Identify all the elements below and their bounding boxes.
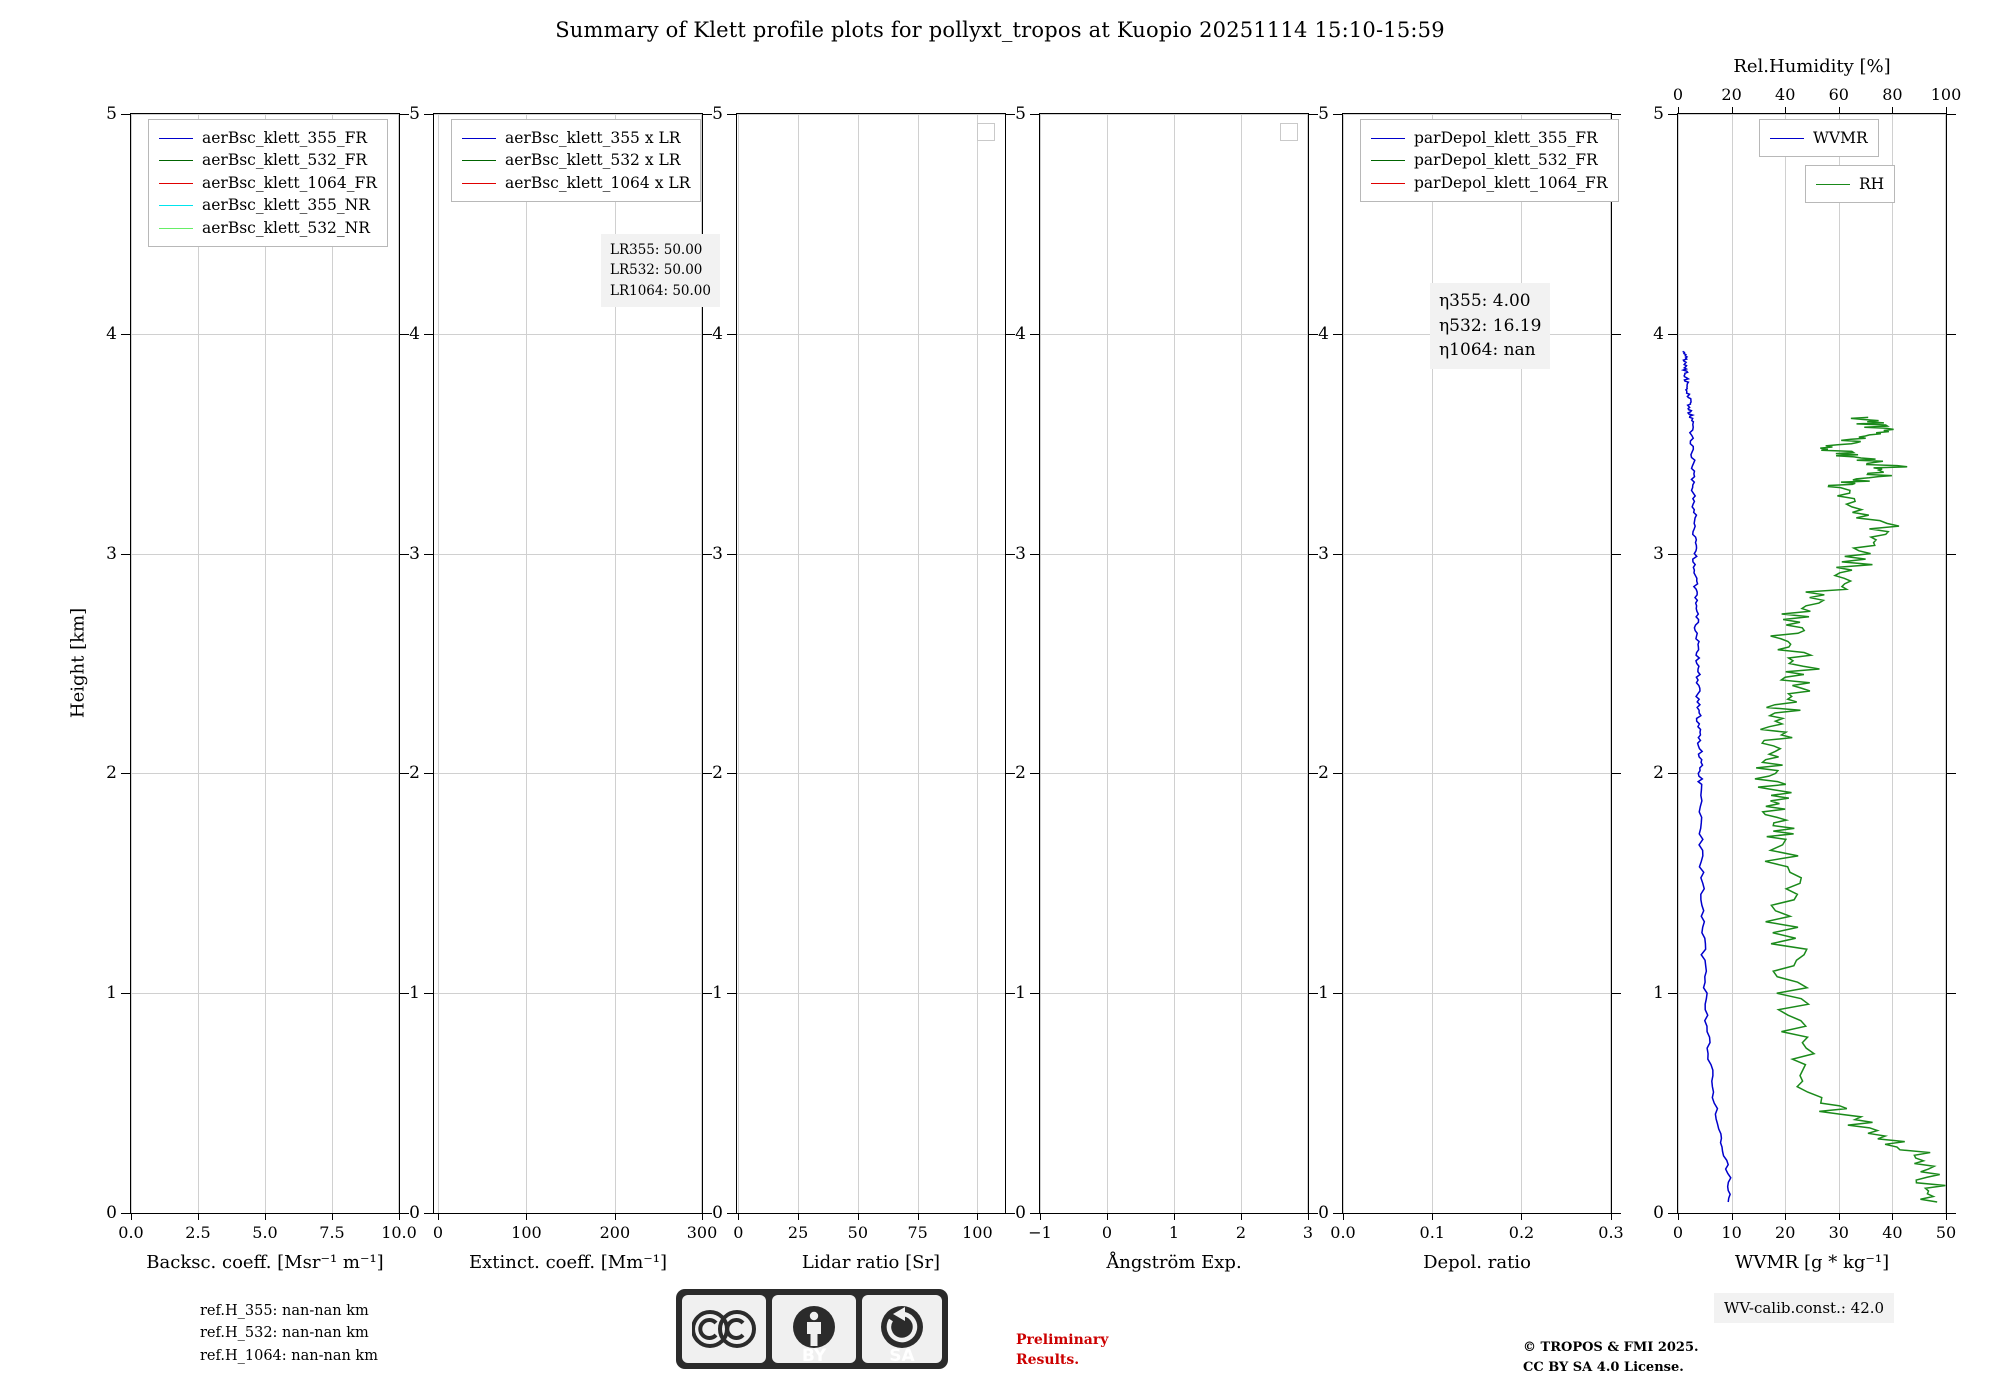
y-tick-3: 3 [106, 544, 117, 564]
legend-item [462, 127, 690, 149]
legend-item [1371, 172, 1608, 194]
top-x-tick-3: 60 [1829, 85, 1849, 104]
x-tick-3: 300 [687, 1223, 718, 1242]
top-x-tick-4: 80 [1882, 85, 1902, 104]
legend-swatch [462, 183, 496, 184]
x-tick-3: 2 [1236, 1223, 1246, 1242]
legend-label: aerBsc_klett_1064 x LR [505, 172, 690, 194]
legend-depol-ratio [1360, 119, 1619, 202]
y-tick-0: 0 [409, 1203, 420, 1223]
legend-label: parDepol_klett_355_FR [1414, 127, 1598, 149]
y-tick-1: 1 [1318, 983, 1329, 1003]
plot-area-lidar-ratio [736, 113, 1006, 1214]
y-tick-1: 1 [409, 983, 420, 1003]
y-tick-1: 1 [712, 983, 723, 1003]
panel-angstrom [1039, 113, 1309, 1214]
plot-area-backscatter [130, 113, 400, 1214]
x-tick-1: 2.5 [185, 1223, 210, 1242]
y-tick-4: 4 [106, 324, 117, 344]
empty-legend-box [1280, 123, 1298, 141]
lidar-ratio-info [601, 234, 720, 307]
legend-item [462, 149, 690, 171]
legend-label: WVMR [1813, 127, 1868, 149]
y-tick-3: 3 [1015, 544, 1026, 564]
top-x-tick-2: 40 [1775, 85, 1795, 104]
legend-swatch [1770, 138, 1804, 139]
x-tick-4: 10.0 [381, 1223, 417, 1242]
x-tick-1: 10 [1721, 1223, 1741, 1242]
legend-label: parDepol_klett_532_FR [1414, 149, 1598, 171]
y-tick-5: 5 [1015, 104, 1026, 124]
info-line: LR355: 50.00 [610, 240, 711, 260]
legend-label: aerBsc_klett_355_NR [202, 194, 370, 216]
x-tick-2: 0.2 [1509, 1223, 1534, 1242]
wvmr-rh-curves [1678, 114, 1946, 1213]
panel-wvmr-rh [1677, 113, 1947, 1214]
y-tick-0: 0 [1653, 1203, 1664, 1223]
legend-swatch [159, 183, 193, 184]
y-tick-5: 5 [1318, 104, 1329, 124]
x-tick-3: 30 [1829, 1223, 1849, 1242]
y-tick-5: 5 [106, 104, 117, 124]
legend-label: aerBsc_klett_532_NR [202, 217, 370, 239]
info-line: η1064: nan [1439, 338, 1541, 363]
legend-item [1770, 127, 1868, 149]
legend-swatch [1816, 184, 1850, 185]
legend-swatch [1371, 160, 1405, 161]
legend-swatch [159, 138, 193, 139]
preliminary-line: Results. [1016, 1351, 1108, 1371]
plot-area-depol-ratio [1342, 113, 1612, 1214]
y-tick-5: 5 [712, 104, 723, 124]
plot-area-wvmr-rh [1677, 113, 1947, 1214]
y-tick-2: 2 [1318, 763, 1329, 783]
copyright-note [1523, 1338, 1699, 1377]
legend-swatch [159, 160, 193, 161]
ref-line: ref.H_532: nan-nan km [200, 1322, 378, 1344]
y-tick-3: 3 [1653, 544, 1664, 564]
x-tick-0: −1 [1028, 1223, 1052, 1242]
ref-line: ref.H_1064: nan-nan km [200, 1345, 378, 1367]
x-tick-4: 100 [962, 1223, 993, 1242]
wv-calib-const: WV-calib.const.: 42.0 [1714, 1293, 1894, 1323]
legend-swatch [1371, 183, 1405, 184]
y-tick-2: 2 [1015, 763, 1026, 783]
legend-item [159, 194, 377, 216]
y-tick-1: 1 [1653, 983, 1664, 1003]
y-tick-0: 0 [1015, 1203, 1026, 1223]
x-axis-title-angstrom: Ångström Exp. [1039, 1252, 1309, 1273]
x-axis-title-depol-ratio: Depol. ratio [1342, 1252, 1612, 1273]
legend-item [1371, 127, 1608, 149]
legend-swatch [462, 138, 496, 139]
ref-line: ref.H_355: nan-nan km [200, 1300, 378, 1322]
empty-legend-box [977, 123, 995, 141]
cc-sa-label: SA [862, 1346, 942, 1366]
plot-area-angstrom [1039, 113, 1309, 1214]
x-tick-0: 0 [733, 1223, 743, 1242]
y-tick-5: 5 [1653, 104, 1664, 124]
x-axis-title-rh: Rel.Humidity [%] [1677, 56, 1947, 77]
legend-label: aerBsc_klett_532_FR [202, 149, 367, 171]
legend-item [159, 127, 377, 149]
legend-item [159, 217, 377, 239]
legend-label: parDepol_klett_1064_FR [1414, 172, 1608, 194]
info-line: LR532: 50.00 [610, 260, 711, 280]
x-tick-0: 0.0 [1330, 1223, 1355, 1242]
legend-item [159, 172, 377, 194]
panel-extinction [433, 113, 703, 1214]
x-tick-2: 1 [1169, 1223, 1179, 1242]
x-tick-2: 5.0 [252, 1223, 277, 1242]
x-axis-title-lidar-ratio: Lidar ratio [Sr] [736, 1252, 1006, 1273]
x-tick-1: 0.1 [1420, 1223, 1445, 1242]
info-line: η355: 4.00 [1439, 289, 1541, 314]
legend-label: aerBsc_klett_1064_FR [202, 172, 377, 194]
cc-logo-icon [682, 1295, 766, 1363]
y-tick-4: 4 [712, 324, 723, 344]
y-tick-3: 3 [409, 544, 420, 564]
y-tick-3: 3 [712, 544, 723, 564]
legend-extinction [451, 119, 701, 202]
x-tick-2: 20 [1775, 1223, 1795, 1242]
legend-rh [1805, 165, 1895, 203]
legend-label: aerBsc_klett_355_FR [202, 127, 367, 149]
x-tick-3: 75 [907, 1223, 927, 1242]
y-axis-title: Height [km] [68, 608, 89, 718]
eta-info [1430, 283, 1550, 369]
x-axis-title-backscatter: Backsc. coeff. [Msr⁻¹ m⁻¹] [130, 1252, 400, 1273]
x-tick-4: 40 [1882, 1223, 1902, 1242]
legend-label: aerBsc_klett_355 x LR [505, 127, 680, 149]
top-x-tick-1: 20 [1721, 85, 1741, 104]
y-tick-2: 2 [409, 763, 420, 783]
legend-item [1816, 173, 1884, 195]
cc-license-badge [676, 1289, 948, 1369]
x-tick-5: 50 [1936, 1223, 1956, 1242]
x-tick-2: 50 [848, 1223, 868, 1242]
y-tick-0: 0 [106, 1203, 117, 1223]
y-tick-4: 4 [1653, 324, 1664, 344]
legend-swatch [1371, 138, 1405, 139]
y-tick-2: 2 [106, 763, 117, 783]
x-tick-3: 0.3 [1598, 1223, 1623, 1242]
copyright-line: CC BY SA 4.0 License. [1523, 1358, 1699, 1377]
legend-label: aerBsc_klett_532 x LR [505, 149, 680, 171]
y-tick-5: 5 [409, 104, 420, 124]
panel-backscatter [130, 113, 400, 1214]
legend-swatch [159, 205, 193, 206]
reference-heights [200, 1300, 378, 1367]
y-tick-4: 4 [409, 324, 420, 344]
panel-depol-ratio [1342, 113, 1612, 1214]
x-tick-4: 3 [1303, 1223, 1313, 1242]
y-tick-1: 1 [1015, 983, 1026, 1003]
x-tick-3: 7.5 [319, 1223, 344, 1242]
legend-wvmr [1759, 119, 1879, 157]
y-tick-4: 4 [1318, 324, 1329, 344]
legend-swatch [159, 228, 193, 229]
y-tick-2: 2 [1653, 763, 1664, 783]
copyright-line: © TROPOS & FMI 2025. [1523, 1338, 1699, 1358]
top-x-tick-0: 0 [1673, 85, 1683, 104]
info-line: LR1064: 50.00 [610, 281, 711, 301]
legend-backscatter [148, 119, 388, 247]
legend-label: RH [1859, 173, 1884, 195]
info-line: η532: 16.19 [1439, 314, 1541, 339]
x-tick-1: 0 [1102, 1223, 1112, 1242]
y-tick-4: 4 [1015, 324, 1026, 344]
x-tick-1: 100 [511, 1223, 542, 1242]
y-tick-0: 0 [712, 1203, 723, 1223]
page-title: Summary of Klett profile plots for pollyxt_tropos at Kuopio 20251114 15:10-15:59 [0, 18, 2000, 42]
x-axis-title-wvmr: WVMR [g * kg⁻¹] [1677, 1252, 1947, 1273]
legend-item [159, 149, 377, 171]
y-tick-2: 2 [712, 763, 723, 783]
x-axis-title-extinction: Extinct. coeff. [Mm⁻¹] [433, 1252, 703, 1273]
legend-swatch [462, 160, 496, 161]
panel-lidar-ratio [736, 113, 1006, 1214]
preliminary-line: Preliminary [1016, 1331, 1108, 1351]
x-tick-1: 25 [788, 1223, 808, 1242]
legend-item [462, 172, 690, 194]
y-tick-3: 3 [1318, 544, 1329, 564]
preliminary-note [1016, 1331, 1108, 1370]
legend-item [1371, 149, 1608, 171]
x-tick-0: 0.0 [118, 1223, 143, 1242]
cc-by-label: BY [772, 1346, 856, 1366]
y-tick-1: 1 [106, 983, 117, 1003]
top-x-tick-5: 100 [1931, 85, 1962, 104]
x-tick-0: 0 [433, 1223, 443, 1242]
x-tick-0: 0 [1673, 1223, 1683, 1242]
x-tick-2: 200 [600, 1223, 631, 1242]
y-tick-0: 0 [1318, 1203, 1329, 1223]
